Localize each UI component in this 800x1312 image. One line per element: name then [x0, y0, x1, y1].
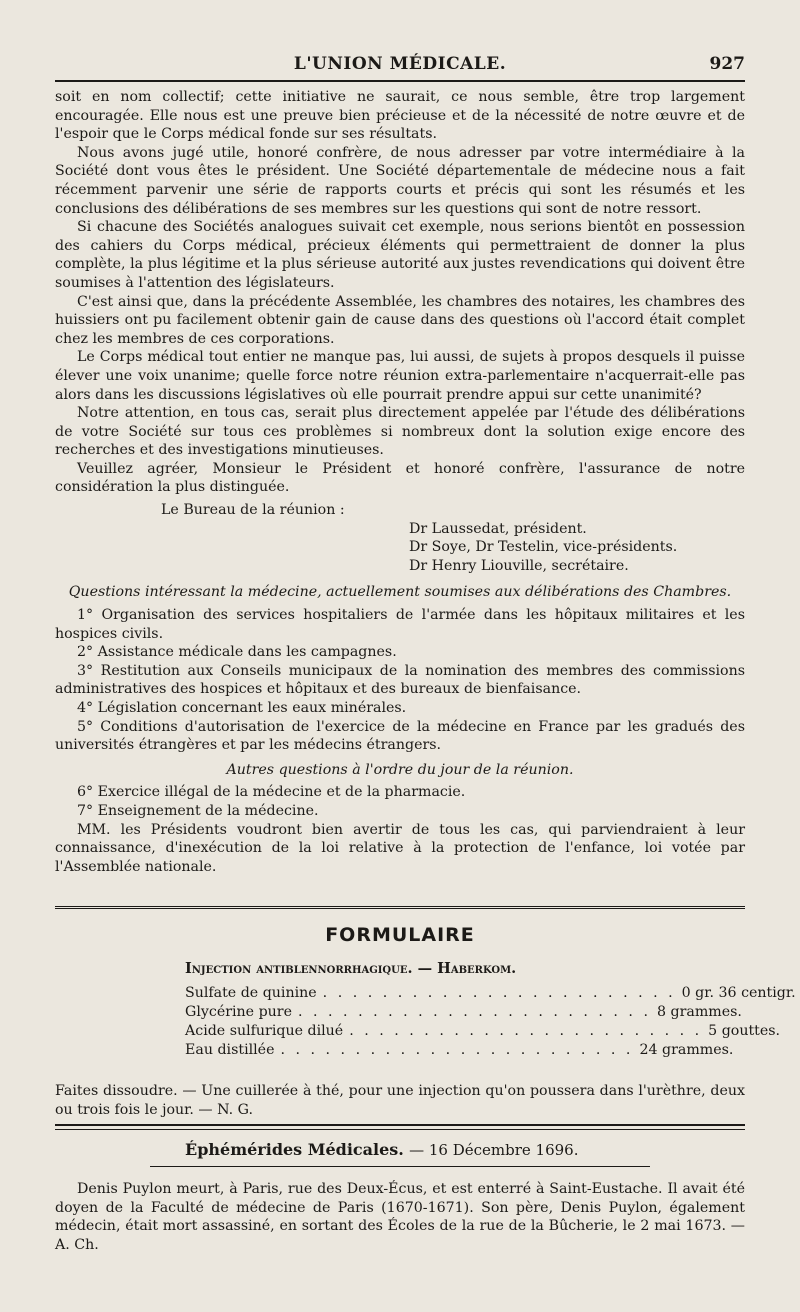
- section-rule: [55, 1129, 745, 1130]
- leader-dots: . . . . . . . . . . . . . . . . . . . . . . . .: [298, 1004, 651, 1020]
- leader-dots: . . . . . . . . . . . . . . . . . . . . . . . .: [322, 985, 676, 1001]
- paragraph: soit en nom collectif; cette initiative ne saurait, ce nous semble, être trop largement encouragée. Elle nous est une preuve bien précieuse et de la nécessité de notre œuvre et de l'espoir que le Corps médical fonde sur ses résultats.: [55, 89, 745, 143]
- paragraph: Le Corps médical tout entier ne manque pas, lui aussi, de sujets à propos desquels il puisse élever une voix unanime; quelle force notre réunion extra-parlementaire n'acquerrait-elle pas alors dans les discussions législatives où elle pourrait prendre appui sur cette unanimité?: [55, 349, 745, 403]
- question-item: 7° Enseignement de la médecine.: [77, 802, 319, 819]
- page-number: 927: [709, 54, 745, 74]
- running-header: [55, 54, 745, 80]
- other-questions-title: Autres questions à l'ordre du jour de la réunion.: [226, 761, 574, 778]
- paragraph: Nous avons jugé utile, honoré confrère, de nous adresser par votre intermédiaire à la Société dont vous êtes le président. Une Société départementale de médecine nous a fait récemment parvenir une série de rapports courts et précis qui sont les résumés et les conclusions des délibérations de ses membres sur les questions qui sont de notre ressort.: [55, 144, 745, 217]
- paragraph: Veuillez agréer, Monsieur le Président et honoré confrère, l'assurance de notre considération la plus distinguée.: [55, 460, 745, 496]
- ephemerides-title: Éphémérides Médicales.: [185, 1140, 404, 1159]
- leader-dots: . . . . . . . . . . . . . . . . . . . . . . . .: [349, 1023, 703, 1039]
- ingredient-qty: 24 grammes.: [639, 1042, 734, 1058]
- section-rule: [55, 906, 745, 909]
- question-item: 2° Assistance médicale dans les campagnes.: [77, 644, 397, 661]
- section-rule: [55, 1124, 745, 1126]
- journal-title: L'UNION MÉDICALE.: [293, 54, 507, 74]
- signature-intro: Le Bureau de la réunion :: [161, 502, 345, 519]
- letter-body: [55, 88, 745, 876]
- ephemerides-body: [55, 1180, 745, 1254]
- formulaire-title: FORMULAIRE: [325, 924, 475, 946]
- question-item: 3° Restitution aux Conseils municipaux de la nomination des membres des commissions administratives des hospices et hôpitaux et des bureaux de bienfaisance.: [55, 662, 745, 698]
- ingredient-name: Glycérine pure: [185, 1004, 292, 1020]
- formula-heading: Injection antiblennorrhagique. — Haberkom.: [185, 960, 517, 977]
- header-rule: [55, 80, 745, 82]
- formula-instructions: Faites dissoudre. — Une cuillerée à thé, pour une injection qu'on poussera dans l'urèthre, deux ou trois fois le jour. — N. G.: [55, 1083, 745, 1118]
- ingredient-qty: 0 gr. 36 centigr.: [681, 985, 796, 1001]
- closing-paragraph: MM. les Présidents voudront bien avertir de tous les cas, qui parviendraient à leur connaissance, d'inexécution de la loi relative à la protection de l'enfance, loi votée par l'Assemblée nationale.: [55, 821, 745, 875]
- formula-note: [55, 1082, 745, 1119]
- question-item: 1° Organisation des services hospitaliers de l'armée dans les hôpitaux militaires et les hospices civils.: [55, 607, 745, 642]
- heading-underline: [150, 1166, 650, 1167]
- question-item: 5° Conditions d'autorisation de l'exercice de la médecine en France par les gradués des universités étrangères et par les médecins étrangers.: [55, 718, 745, 754]
- question-item: 6° Exercice illégal de la médecine et de la pharmacie.: [77, 784, 466, 801]
- signature-line: Dr Henry Liouville, secrétaire.: [409, 557, 629, 574]
- ingredient-qty: 8 grammes.: [656, 1004, 742, 1020]
- ingredient-row: [185, 1022, 781, 1041]
- ingredient-name: Sulfate de quinine: [185, 985, 317, 1001]
- paragraph: Si chacune des Sociétés analogues suivait cet exemple, nous serions bientôt en possession des cahiers du Corps médical, précieux éléments qui permettraient de donner la plus complète, la plus légitime et la plus sérieuse autorité aux justes revendications qui doivent être soumises à l'attention des législateurs.: [55, 219, 745, 291]
- paragraph: Notre attention, en tous cas, serait plus directement appelée par l'étude des délibérations de votre Société sur tous ces problèmes si nombreux dont la solution exige encore des recherches et des investigations minutieuses.: [55, 405, 745, 459]
- paragraph: C'est ainsi que, dans la précédente Assemblée, les chambres des notaires, les chambres des huissiers ont pu facilement obtenir gain de cause dans des questions où l'accord était complet chez les membres de ces corporations.: [55, 293, 745, 347]
- signature-line: Dr Soye, Dr Testelin, vice-présidents.: [409, 539, 678, 556]
- ephemerides-paragraph: Denis Puylon meurt, à Paris, rue des Deux-Écus, et est enterré à Saint-Eustache. Il avait été doyen de la Faculté de médecine de Paris (1670-1671). Son père, Denis Puylon, également médecin, était mort assassiné, en sortant des Écoles de la rue de la Bûcherie, le 2 mai 1673. — A. Ch.: [55, 1181, 745, 1253]
- ingredient-row: [185, 984, 796, 1003]
- question-item: 4° Législation concernant les eaux minérales.: [77, 700, 407, 716]
- ingredient-qty: 5 gouttes.: [708, 1023, 781, 1039]
- ephemerides-date: — 16 Décembre 1696.: [409, 1141, 579, 1159]
- ingredient-list: [185, 984, 796, 1060]
- ingredient-name: Acide sulfurique dilué: [185, 1023, 344, 1039]
- questions-title: Questions intéressant la médecine, actuellement soumises aux délibérations des Chambres.: [68, 584, 732, 601]
- ingredient-row: [185, 1003, 745, 1022]
- ingredient-name: Eau distillée: [185, 1042, 275, 1058]
- leader-dots: . . . . . . . . . . . . . . . . . . . . . . . .: [280, 1042, 634, 1058]
- ephemerides-heading: [185, 1140, 578, 1159]
- signature-line: Dr Laussedat, président.: [409, 520, 587, 537]
- ingredient-row: [185, 1041, 745, 1060]
